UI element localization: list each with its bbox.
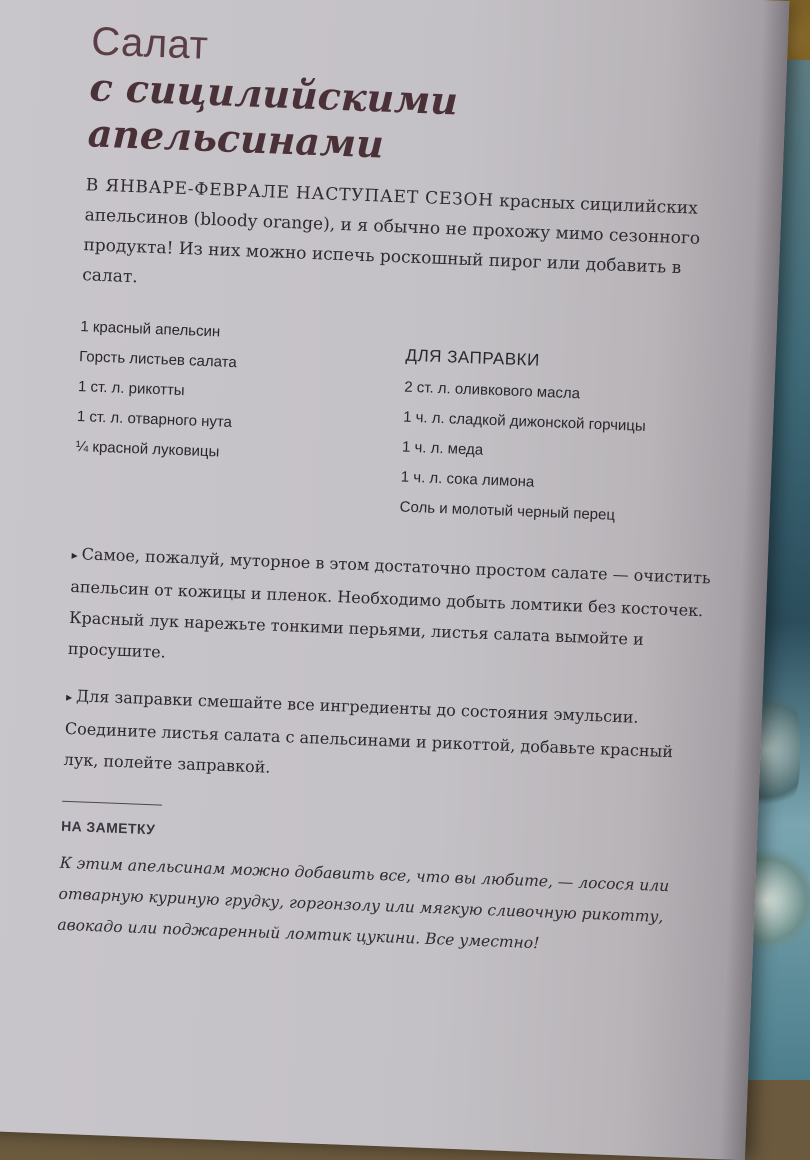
ingredients-block (73, 312, 721, 546)
ingredient-item: 1 красный апельсин (80, 318, 221, 341)
ingredient-item: ¼ красной луковицы (75, 438, 220, 461)
recipe-title: Салат (90, 19, 210, 68)
note-heading: НА ЗАМЕТКУ (60, 817, 156, 838)
dressing-item: 1 ч. л. сладкой дижонской горчицы (402, 408, 647, 435)
intro-text: красных сицилийских апельсинов (bloody orange), и я обычно не прохожу мимо сезонного продукта! Из них можно испечь роскошный пирог или добавить в салат. (81, 190, 701, 288)
recipe-subtitle: с сицилийскими апельсинами (86, 64, 459, 167)
ingredient-item: Горсть листьев салата (78, 348, 238, 372)
step-text: Для заправки смешайте все ингредиенты до состояния эмульсии. Соедините листья салата с апельсинами и рикоттой, добавьте красный лук, полейте заправкой. (63, 686, 674, 777)
recipe-content (57, 18, 732, 965)
recipe-step (63, 680, 706, 799)
step-text: Самое, пожалуй, муторное в этом достаточно простом салате — очистить апельсин от кожицы и пленок. Необходимо добыть ломтики без косточек. Красный лук нарежьте тонкими перьями, листья салата вымойте и просушите. (67, 544, 711, 662)
dressing-item: 1 ч. л. сока лимона (400, 468, 535, 491)
triangle-bullet-icon: ▸ (71, 547, 78, 563)
ingredient-item: 1 ст. л. отварного нута (76, 408, 233, 431)
intro-caps: В ЯНВАРЕ-ФЕВРАЛЕ НАСТУПАЕТ СЕЗОН (85, 175, 495, 211)
dressing-item: 1 ч. л. меда (401, 438, 484, 459)
dressing-item: Соль и молотый черный перец (399, 498, 616, 524)
recipe-step (67, 538, 711, 688)
dressing-list (399, 343, 648, 532)
triangle-bullet-icon: ▸ (65, 689, 73, 705)
note-text: К этим апельсинам можно добавить все, что вы любите, — лосося или отварную куриную грудку, горгонзолу или мягкую сливочную рикотту, авокадо или поджаренный ломтик цукини. Все уместно! (57, 853, 670, 953)
dressing-heading: ДЛЯ ЗАПРАВКИ (405, 345, 541, 370)
main-ingredients-list (75, 312, 238, 468)
recipe-intro (82, 170, 726, 314)
section-divider (62, 801, 162, 806)
dressing-item: 2 ст. л. оливкового масла (403, 378, 581, 403)
ingredient-item: 1 ст. л. рикотты (77, 378, 185, 400)
